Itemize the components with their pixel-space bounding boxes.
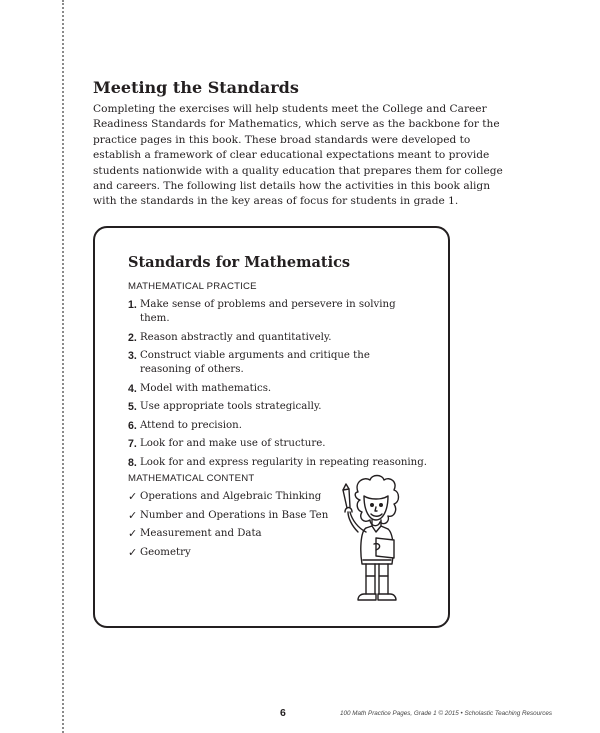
- item-number: 2.: [128, 331, 137, 344]
- item-number: 4.: [128, 382, 137, 395]
- check-icon: ✓: [128, 527, 138, 540]
- item-text: Attend to precision.: [140, 419, 242, 431]
- practice-item: [128, 331, 428, 345]
- content-item: [128, 490, 358, 504]
- practice-item: [128, 298, 428, 326]
- practice-item: [128, 349, 428, 377]
- content-list: [128, 490, 358, 564]
- item-text: Use appropriate tools strategically.: [140, 401, 322, 412]
- content-item: [128, 527, 358, 541]
- item-text: Make sense of problems and persevere in solving them.: [140, 299, 396, 324]
- practice-heading: MATHEMATICAL PRACTICE: [128, 281, 257, 292]
- practice-item: [128, 382, 428, 396]
- check-icon: ✓: [128, 508, 138, 522]
- content-item: [128, 546, 358, 560]
- item-number: 7.: [128, 438, 137, 450]
- check-icon: ✓: [128, 545, 138, 559]
- footer-credit: 100 Math Practice Pages, Grade 1 © 2015 • Scholastic Teaching Resources: [340, 710, 553, 717]
- item-text: Reason abstractly and quantitatively.: [140, 331, 332, 343]
- item-number: 3.: [128, 350, 137, 362]
- perforation-line: [62, 0, 64, 733]
- item-text: Construct viable arguments and critique the reasoning of others.: [140, 350, 370, 375]
- item-number: 1.: [128, 299, 137, 311]
- item-number: 5.: [128, 401, 137, 413]
- practice-list: [128, 298, 428, 474]
- practice-item: [128, 419, 428, 433]
- student-with-pencil-illustration: [336, 472, 416, 614]
- item-text: Geometry: [140, 546, 191, 558]
- practice-item: [128, 456, 428, 470]
- section-title: Meeting the Standards: [93, 78, 299, 97]
- standards-box-title: Standards for Mathematics: [128, 254, 351, 271]
- content-item: [128, 509, 358, 523]
- item-text: Number and Operations in Base Ten: [140, 509, 329, 521]
- item-text: Look for and make use of structure.: [140, 438, 326, 449]
- item-number: 8.: [128, 456, 137, 469]
- page-number: 6: [280, 707, 286, 719]
- content-heading: MATHEMATICAL CONTENT: [128, 473, 255, 484]
- intro-paragraph: Completing the exercises will help students meet the College and Career Readiness Standards for Mathematics, which serve as the backbone for the practice pages in this book. These broad standards were developed to establish a framework of clear educational expectations meant to provide students nationwide with a quality education that prepares them for college and careers. The following list details how the activities in this book align with the standards in the key areas of focus for students in grade 1.: [93, 103, 503, 208]
- practice-item: [128, 437, 428, 451]
- item-number: 6.: [128, 419, 137, 432]
- check-icon: ✓: [128, 490, 138, 503]
- item-text: Look for and express regularity in repeating reasoning.: [140, 456, 427, 468]
- item-text: Operations and Algebraic Thinking: [140, 491, 322, 502]
- practice-item: [128, 400, 428, 414]
- item-text: Measurement and Data: [140, 528, 262, 539]
- item-text: Model with mathematics.: [140, 382, 272, 394]
